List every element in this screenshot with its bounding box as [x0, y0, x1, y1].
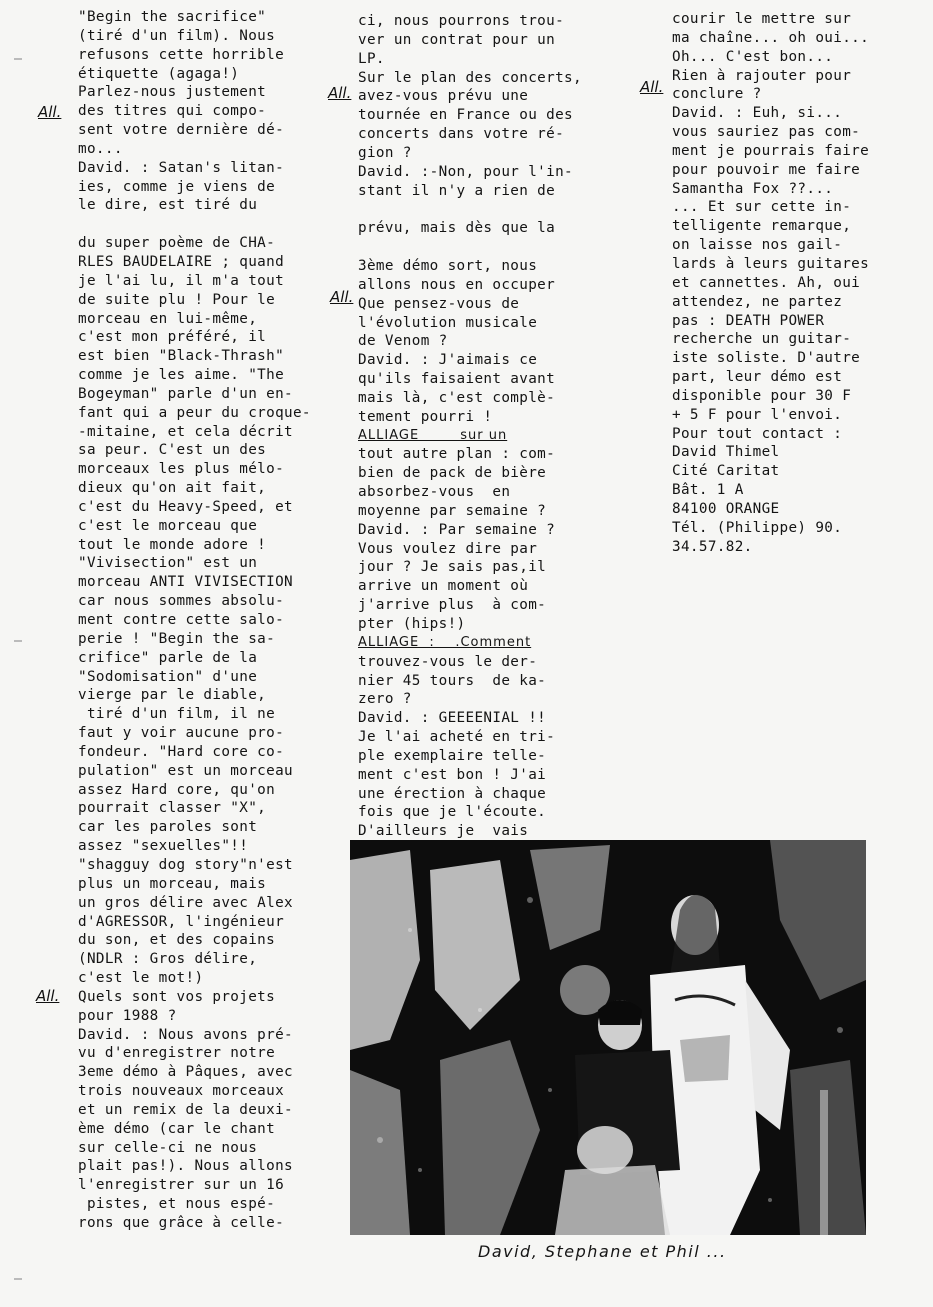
text-line: du son, et des copains	[78, 932, 276, 949]
text-line: zero ?	[358, 691, 412, 708]
text-line: une érection à chaque	[358, 785, 547, 802]
margin-tag-alliage: All.	[38, 103, 62, 121]
text-line: fondeur. "Hard core co-	[78, 743, 285, 760]
text-line: recherche un guitar-	[672, 331, 852, 348]
text-line: ment contre cette salo-	[78, 612, 285, 628]
text-line: 3eme démo à Pâques, avec	[78, 1064, 293, 1081]
text-line: et cannettes. Ah, oui	[672, 274, 861, 291]
text-line: ma chaîne... oh oui...	[672, 29, 870, 46]
band-photo-drawing	[350, 840, 866, 1235]
text-line: lards à leurs guitares	[672, 255, 870, 272]
text-line: car les paroles sont	[78, 819, 258, 836]
text-line: tournée en France ou des	[358, 107, 573, 124]
text-line: pourrait classer "X",	[78, 800, 267, 817]
text-line: trouvez-vous le der-	[358, 653, 538, 670]
text-line: tiré d'un film, il ne	[78, 706, 276, 723]
page-mark	[14, 1278, 22, 1280]
text-line: trois nouveaux morceaux	[78, 1083, 285, 1100]
text-line: c'est mon préféré, il	[78, 329, 267, 346]
text-line: pas : DEATH POWER	[672, 312, 825, 329]
text-line: Parlez-nous justement	[78, 84, 267, 101]
band-photo	[350, 840, 866, 1235]
text-line: vous sauriez pas com-	[672, 124, 861, 141]
text-line: -mitaine, et cela décrit	[78, 423, 293, 440]
text-line: crifice" parle de la	[78, 649, 258, 666]
text-line: un gros délire avec Alex	[78, 894, 293, 911]
text-line: Vous voulez dire par	[358, 540, 538, 557]
text-line: Samantha Fox ??...	[672, 180, 834, 197]
text-line: bien de pack de bière	[358, 465, 547, 482]
text-line: l'évolution musicale	[358, 314, 538, 331]
text-line: avez-vous prévu une	[358, 88, 529, 105]
text-line: gion ?	[358, 144, 412, 161]
text-line: comme je les aime. "The	[78, 367, 285, 384]
text-line: "Sodomisation" d'une	[78, 668, 258, 685]
text-line: arrive un moment où	[358, 578, 529, 595]
margin-tag-alliage: All.	[640, 78, 664, 96]
text-line	[358, 200, 582, 219]
text-line: David Thimel	[672, 444, 780, 461]
text-line: Cité Caritat	[672, 463, 780, 480]
text-line: "shagguy dog story"n'est	[78, 856, 293, 873]
margin-tag-alliage: All.	[330, 288, 354, 306]
text-line: le dire, est tiré du	[78, 197, 258, 214]
text-line	[78, 215, 311, 234]
text-line: Rien à rajouter pour	[672, 67, 852, 84]
text-line: est bien "Black-Thrash"	[78, 348, 285, 365]
text-line: fant qui a peur du croque-	[78, 404, 311, 421]
text-line: + 5 F pour l'envoi.	[672, 406, 843, 423]
text-line: ver un contrat pour un	[358, 31, 556, 48]
text-line: jour ? Je sais pas,il	[358, 559, 547, 576]
text-line: Que pensez-vous de	[358, 295, 520, 312]
text-line: rons que grâce à celle-	[78, 1215, 285, 1231]
text-line: d'AGRESSOR, l'ingénieur	[78, 913, 285, 930]
text-line: Bogeyman" parle d'un en-	[78, 385, 293, 402]
text-line: ème démo (car le chant	[78, 1120, 276, 1137]
text-line: 84100 ORANGE	[672, 500, 780, 517]
text-line: Bât. 1 A	[672, 482, 744, 499]
page-mark	[14, 58, 22, 60]
text-line: "Begin the sacrifice"	[78, 9, 267, 25]
text-line: Je l'ai acheté en tri-	[358, 729, 556, 746]
text-line: "Vivisection" est un	[78, 555, 258, 572]
column-middle	[358, 12, 582, 841]
text-line: David. : GEEEENIAL !!	[358, 710, 547, 727]
text-line: Quels sont vos projets	[78, 988, 276, 1005]
column-right	[672, 10, 869, 556]
text-line: ple exemplaire telle-	[358, 747, 547, 764]
text-line: pour pouvoir me faire	[672, 161, 861, 178]
text-line: vu d'enregistrer notre	[78, 1045, 276, 1062]
text-line: dieux qu'on ait fait,	[78, 480, 267, 497]
text-line: assez "sexuelles"!!	[78, 838, 249, 855]
text-line: disponible pour 30 F	[672, 387, 852, 404]
text-line: car nous sommes absolu-	[78, 593, 285, 610]
text-line: morceau ANTI VIVISECTION	[78, 574, 293, 591]
margin-tag-alliage: All.	[328, 84, 352, 102]
text-line: 34.57.82.	[672, 538, 753, 555]
text-line: fois que je l'écoute.	[358, 804, 547, 821]
text-line: pter (hips!)	[358, 616, 466, 632]
text-line: ment je pourrais faire	[672, 142, 870, 159]
text-line: Sur le plan des concerts,	[358, 69, 582, 86]
text-line: assez Hard core, qu'on	[78, 781, 276, 798]
text-line: ALLIAGE : .Comment	[358, 634, 532, 650]
text-line: ... Et sur cette in-	[672, 199, 852, 216]
text-line: prévu, mais dès que la	[358, 220, 556, 237]
text-line: pistes, et nous espé-	[78, 1196, 276, 1213]
text-line: David. :-Non, pour l'in-	[358, 163, 573, 180]
text-line: tout autre plan : com-	[358, 446, 556, 463]
text-line: perie ! "Begin the sa-	[78, 630, 276, 647]
text-line: pulation" est un morceau	[78, 762, 293, 779]
text-line: ALLIAGE sur un	[358, 427, 508, 443]
text-line: stant il n'y a rien de	[358, 182, 556, 199]
text-line: absorbez-vous en	[358, 484, 511, 501]
text-line: telligente remarque,	[672, 218, 852, 235]
text-line: David. : Euh, si...	[672, 105, 843, 122]
text-line: de Venom ?	[358, 333, 448, 350]
text-line: allons nous en occuper	[358, 276, 556, 293]
text-line: mais là, c'est complè-	[358, 389, 556, 406]
text-line: nier 45 tours de ka-	[358, 672, 547, 689]
text-line: LP.	[358, 50, 385, 67]
text-line	[358, 238, 582, 257]
text-line: morceau en lui-même,	[78, 310, 258, 327]
text-line: je l'ai lu, il m'a tout	[78, 272, 285, 289]
page-mark	[14, 640, 22, 642]
text-line: vierge par le diable,	[78, 687, 267, 704]
text-line: David. : J'aimais ce	[358, 352, 538, 369]
text-line: refusons cette horrible	[78, 46, 285, 63]
text-line: D'ailleurs je vais	[358, 823, 529, 840]
column-left	[78, 8, 311, 1233]
text-line: RLES BAUDELAIRE ; quand	[78, 253, 285, 270]
text-line: iste soliste. D'autre	[672, 350, 861, 367]
text-line: j'arrive plus à com-	[358, 597, 547, 614]
text-line: des titres qui compo-	[78, 103, 267, 120]
text-line: morceaux les plus mélo-	[78, 461, 285, 478]
text-line: du super poème de CHA-	[78, 235, 276, 252]
text-line: David. : Nous avons pré-	[78, 1026, 293, 1043]
text-line: Tél. (Philippe) 90.	[672, 519, 843, 536]
text-line: plus un morceau, mais	[78, 875, 267, 892]
text-line: part, leur démo est	[672, 369, 843, 386]
text-line: tement pourri !	[358, 408, 493, 425]
text-line: c'est le morceau que	[78, 517, 258, 534]
text-line: concerts dans votre ré-	[358, 126, 565, 143]
text-line: et un remix de la deuxi-	[78, 1101, 293, 1118]
text-line: on laisse nos gail-	[672, 237, 843, 254]
text-line: Oh... C'est bon...	[672, 48, 834, 65]
text-line: David. : Par semaine ?	[358, 521, 556, 538]
text-line: pour 1988 ?	[78, 1007, 177, 1024]
text-line: plait pas!). Nous allons	[78, 1158, 293, 1175]
text-line: ies, comme je viens de	[78, 178, 276, 195]
text-line: c'est du Heavy-Speed, et	[78, 498, 293, 515]
text-line: conclure ?	[672, 86, 762, 103]
text-line: sent votre dernière dé-	[78, 122, 285, 139]
text-line: (tiré d'un film). Nous	[78, 27, 276, 44]
photo-caption: David, Stephane et Phil ...	[478, 1242, 727, 1261]
text-line: mo...	[78, 140, 123, 157]
text-line: ment c'est bon ! J'ai	[358, 766, 547, 783]
text-line: Pour tout contact :	[672, 425, 843, 442]
text-line: (NDLR : Gros délire,	[78, 951, 258, 968]
text-line: David. : Satan's litan-	[78, 159, 285, 176]
text-line: étiquette (agaga!)	[78, 65, 240, 82]
text-line: courir le mettre sur	[672, 11, 852, 27]
text-line: tout le monde adore !	[78, 536, 267, 553]
text-line: moyenne par semaine ?	[358, 502, 547, 519]
text-line: attendez, ne partez	[672, 293, 843, 310]
text-line: sa peur. C'est un des	[78, 442, 267, 459]
text-line: sur celle-ci ne nous	[78, 1139, 258, 1156]
text-line: qu'ils faisaient avant	[358, 371, 556, 388]
text-line: l'enregistrer sur un 16	[78, 1177, 285, 1194]
text-line: c'est le mot!)	[78, 970, 204, 987]
text-line: faut y voir aucune pro-	[78, 725, 285, 742]
text-line: 3ème démo sort, nous	[358, 257, 538, 274]
text-line: ci, nous pourrons trou-	[358, 13, 565, 29]
text-line: de suite plu ! Pour le	[78, 291, 276, 308]
margin-tag-alliage: All.	[36, 987, 60, 1005]
